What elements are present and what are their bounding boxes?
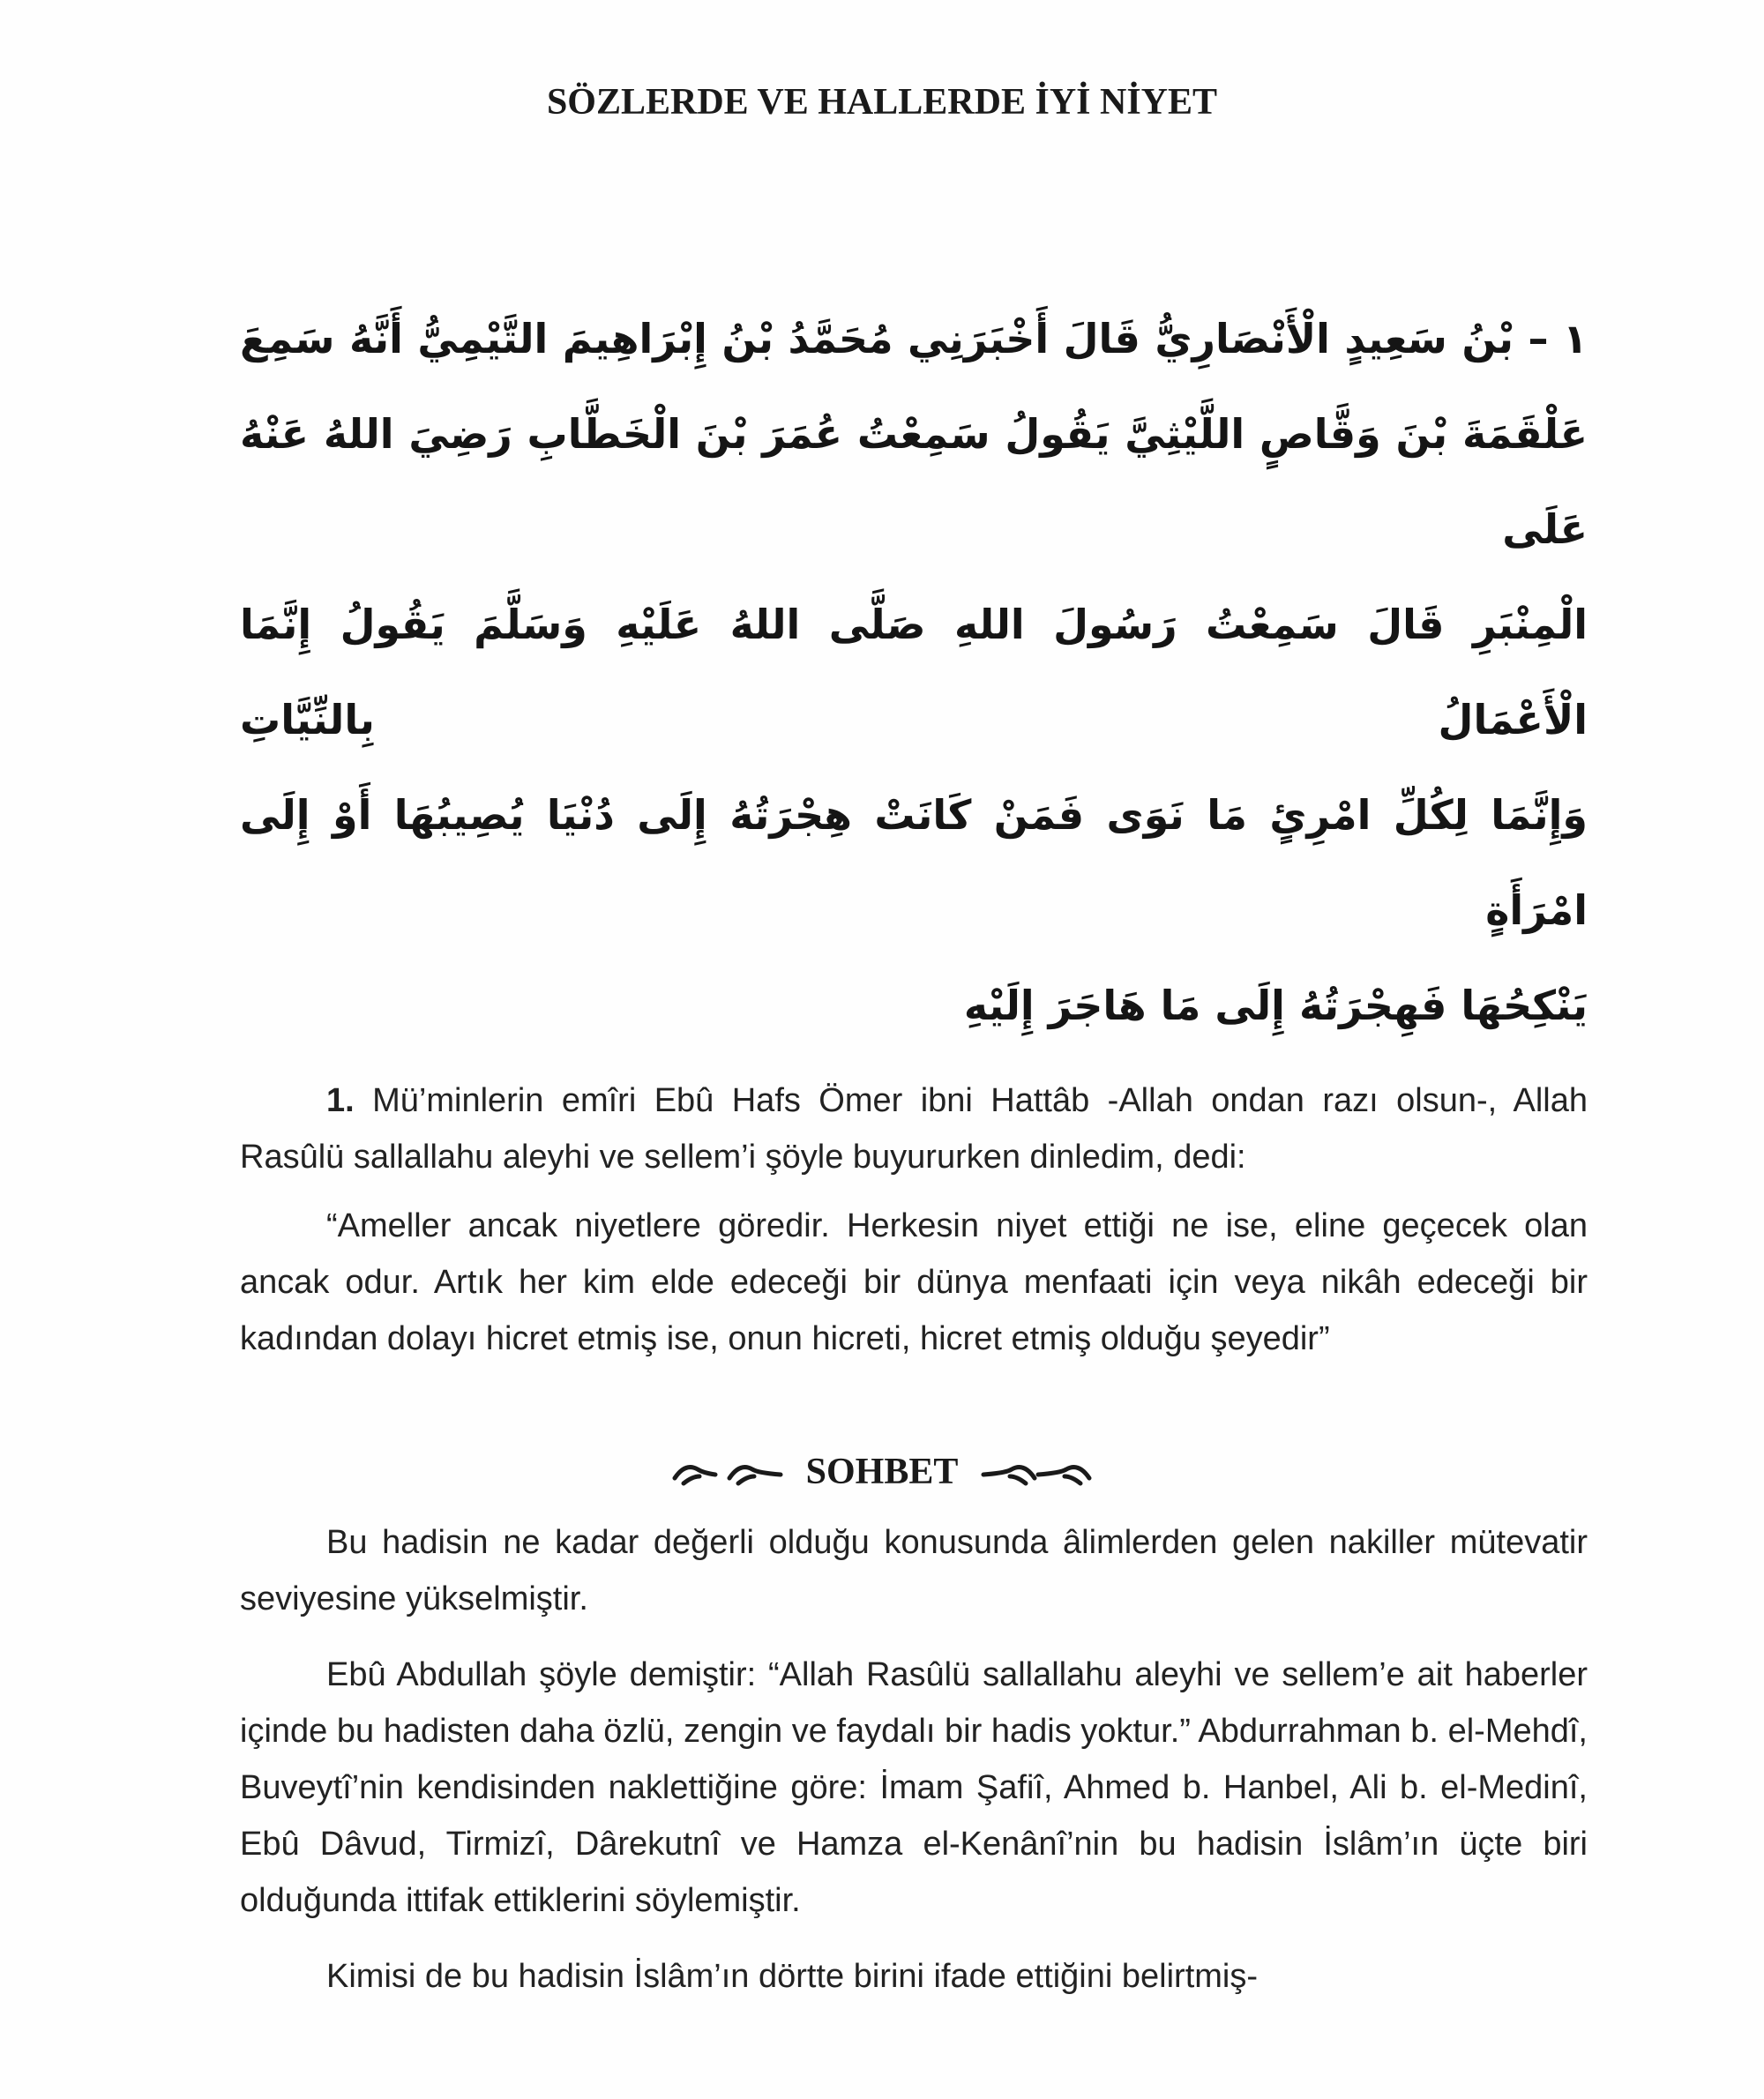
page-title: SÖZLERDE VE HALLERDE İYİ NİYET	[546, 82, 1218, 123]
arabic-line: يَنْكِحُهَا فَهِجْرَتُهُ إِلَى مَا هَاجَرَ إِلَيْهِ	[963, 982, 1588, 1029]
section-heading	[0, 1443, 1764, 1498]
sohbet-text	[240, 1514, 1588, 2005]
floral-ornament-left-icon	[671, 1457, 786, 1487]
translation-quote-paragraph: “Ameller ancak niyetlere göredir. Herkesin niyet ettiği ne ise, eline geçecek olan ancak odur. Artık her kim elde edeceği bir dünya menfaati için veya nikâh edeceği bir kadından dolayı hicret etmiş ise, onun hicreti, hicret etmiş olduğu şeyedir”	[240, 1207, 1588, 1357]
hadith-number: 1.	[326, 1082, 355, 1119]
sohbet-paragraph: Bu hadisin ne kadar değerli olduğu konusunda âlimlerden gelen nakiller mütevatir seviyesine yükselmiştir.	[240, 1524, 1588, 1618]
translation-block	[240, 1072, 1588, 1367]
translation-intro-text: Mü’minlerin emîri Ebû Hafs Ömer ibni Hattâb -Allah ondan razı olsun-, Allah Rasûlü sallallahu aleyhi ve sellem’i şöyle buyururken dinledim, dedi:	[240, 1082, 1588, 1176]
arabic-line: الْمِنْبَرِ قَالَ سَمِعْتُ رَسُولَ اللهِ صَلَّى اللهُ عَلَيْهِ وَسَلَّمَ يَقُولُ إِنَّمَا الْأَعْمَالُ بِالنِّيَّاتِ	[240, 601, 1588, 743]
sohbet-paragraph: Kimisi de bu hadisin İslâm’ın dörtte birini ifade ettiğini belirtmiş-	[326, 1958, 1259, 1996]
arabic-hadith-text	[240, 291, 1588, 1053]
floral-ornament-right-icon	[978, 1457, 1093, 1487]
translation-intro-paragraph	[240, 1072, 1588, 1185]
section-heading-text: SOHBET	[805, 1452, 959, 1493]
arabic-line: عَلْقَمَةَ بْنَ وَقَّاصٍ اللَّيْثِيَّ يَقُولُ سَمِعْتُ عُمَرَ بْنَ الْخَطَّابِ رَضِيَ اللهُ عَنْهُ عَلَى	[240, 410, 1588, 553]
arabic-line: وَإِنَّمَا لِكُلِّ امْرِئٍ مَا نَوَى فَمَنْ كَانَتْ هِجْرَتُهُ إِلَى دُنْيَا يُصِيبُهَا أَوْ إِلَى امْرَأَةٍ	[240, 791, 1588, 934]
sohbet-paragraph: Ebû Abdullah şöyle demiştir: “Allah Rasûlü sallallahu aleyhi ve sellem’e ait haberler içinde bu hadisten daha özlü, zengin ve faydalı bir hadis yoktur.” Abdurrahman b. el-Mehdî, Buveytî’nin kendisinden naklettiğine göre: İmam Şafiî, Ahmed b. Hanbel, Ali b. el-Medinî, Ebû Dâvud, Tirmizî, Dârekutnî ve Hamza el-Kenânî’nin bu hadisin İslâm’ın üçte biri olduğunda ittifak ettiklerini söylemiştir.	[240, 1656, 1588, 1920]
arabic-line: ١ – بْنُ سَعِيدٍ الْأَنْصَارِيُّ قَالَ أَخْبَرَنِي مُحَمَّدُ بْنُ إِبْرَاهِيمَ التَّيْمِيُّ أَنَّهُ سَمِعَ	[240, 315, 1588, 362]
